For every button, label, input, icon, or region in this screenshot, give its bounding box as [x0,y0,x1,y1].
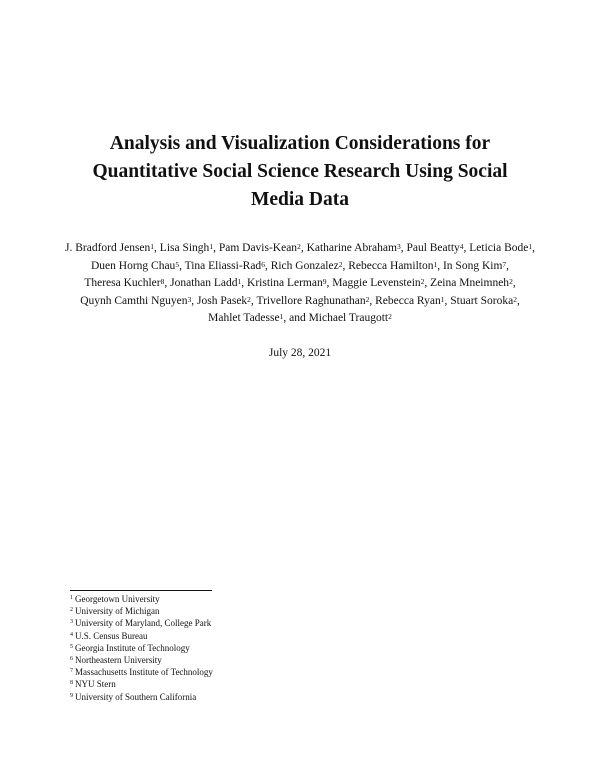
footnote-item [70,678,213,690]
author [443,260,506,272]
author-list: J. Bradford Jensen$^1$, Lisa Singh$^1$, Pam Davis-Kean$^2$, Katharine Abraham$^3$, Paul Beatty$^4$, Leticia Bode$^1$, Duen Horng Chau$^5$, Tina Eliassi-Rad$^6$, Rich Gonzalez$^2$, Rebecca Hamilton$^1$, In Song Kim$^7$, Theresa Kuchler$^8$, Jonathan Ladd$^1$, Kristina Lerman$^9$, Maggie Levenstein$^2$, Zeina Mneimneh$^2$, Quynh Camthi Nguyen$^3$, Josh Pasek$^2$, Trivellore Raghunathan$^2$, Rebecca Ryan$^1$, Stuart Soroka$^2$, Mahlet Tadesse$^1$, and Michael Traugott$^2$ [65,242,535,324]
author [80,295,191,307]
footnote-number: 8 [70,680,73,687]
paper-title [40,130,560,214]
affiliation-marker: 3 [187,294,192,304]
author-name: Maggie Levenstein [332,277,421,289]
author-name: Tina Eliassi-Rad [184,259,262,272]
affiliation-marker: 2 [297,242,301,251]
author-name: Trivellore Raghunathan [256,294,366,307]
footnote-item [70,666,213,678]
footnote-number: 9 [70,692,73,699]
title-line: Media Data [250,189,350,210]
footnote-item [70,617,213,629]
author [375,295,444,307]
affiliation-marker: 2 [365,294,370,304]
author [332,277,424,289]
author [256,295,369,307]
author [208,312,283,324]
footnote-text: Georgia Institute of Technology [75,642,190,653]
author-name: Josh Pasek [197,294,248,307]
author [309,312,392,324]
affiliation-marker: 7 [502,259,507,269]
author-name: Rich Gonzalez [270,259,339,272]
author [450,295,517,307]
footnote-text: University of Michigan [75,606,160,617]
author-name: In Song Kim [442,259,503,272]
footnote-number: 3 [70,619,73,626]
footnote-item [70,605,213,617]
author-name: Theresa Kuchler [84,277,161,289]
title-line: Quantitative Social Science Research Using Social [92,161,508,182]
footnote-text: U.S. Census Bureau [75,630,148,641]
author-name: Rebecca Ryan [375,294,441,307]
author [185,260,265,272]
affiliation-marker: 1 [150,242,155,251]
affiliation-marker: 2 [420,277,425,286]
footnote-item [70,630,213,642]
affiliation-marker: 2 [247,294,251,304]
author [219,242,301,254]
footnote-text: NYU Stern [75,679,116,690]
affiliation-marker: 3 [396,242,401,251]
affiliation-marker: 2 [509,277,513,286]
affiliation-marker: 1 [440,294,445,304]
publication-date: July 28, 2021 [268,347,332,359]
author [84,277,164,289]
affiliation-marker: 8 [160,277,165,286]
footnote-text: Northeastern University [75,655,162,666]
affiliation-marker: 2 [513,294,517,304]
footnote-text: Massachusetts Institute of Technology [75,667,213,678]
author-name: Leticia Bode [469,242,529,254]
author-name: Zeina Mneimneh [430,277,510,289]
author [160,242,213,254]
affiliation-marker: 5 [175,259,180,269]
affiliation-marker: 1 [279,312,284,321]
title-line: Analysis and Visualization Considerations for [109,133,491,154]
affiliation-marker: 1 [237,277,242,286]
footnote-number: 6 [70,656,73,663]
footnote-text: University of Maryland, College Park [75,618,212,629]
footnote-item [70,691,213,703]
author [197,295,251,307]
author-name: Quynh Camthi Nguyen [80,294,188,307]
author-name: Duen Horng Chau [90,259,176,272]
footnote-number: 1 [70,595,73,601]
author-name: Stuart Soroka [450,294,514,307]
author [307,242,401,254]
author [65,242,154,254]
affiliation-marker: 6 [261,259,265,269]
author [406,242,463,254]
author-name: Jonathan Ladd [170,277,238,289]
author [469,242,532,254]
author [91,260,179,272]
footnote-number: 7 [70,668,73,675]
affiliation-marker: 2 [338,259,343,269]
author-conjunction: and [289,312,306,324]
footnote-text: University of Southern California [75,691,197,702]
author-name: Michael Traugott [308,312,389,324]
author [348,260,437,272]
author [271,260,343,272]
affiliation-footnotes [70,593,213,703]
footnote-number: 5 [70,643,73,650]
author-name: J. Bradford Jensen [65,242,151,254]
footnote-item [70,593,213,605]
author [430,277,513,289]
affiliation-marker: 9 [322,277,327,286]
author-name: Pam Davis-Kean [218,242,298,254]
footnote-text: Georgetown University [75,594,160,604]
author-name: Paul Beatty [406,242,460,254]
author-name: Mahlet Tadesse [208,312,280,324]
author-name: Lisa Singh [159,242,210,254]
affiliation-marker: 1 [209,242,214,251]
affiliation-marker: 2 [388,312,392,321]
affiliation-marker: 1 [433,259,438,269]
affiliation-marker: 4 [459,242,464,251]
affiliation-marker: 1 [528,242,533,251]
author-name: Kristina Lerman [247,277,323,289]
footnote-number: 2 [70,607,73,614]
author [247,277,326,289]
footnote-item [70,654,213,666]
footnote-number: 4 [70,631,73,638]
footnote-item [70,642,213,654]
author-name: Katharine Abraham [306,242,397,254]
footnote-divider [70,590,212,591]
author-name: Rebecca Hamilton [348,259,434,272]
author [170,277,241,289]
